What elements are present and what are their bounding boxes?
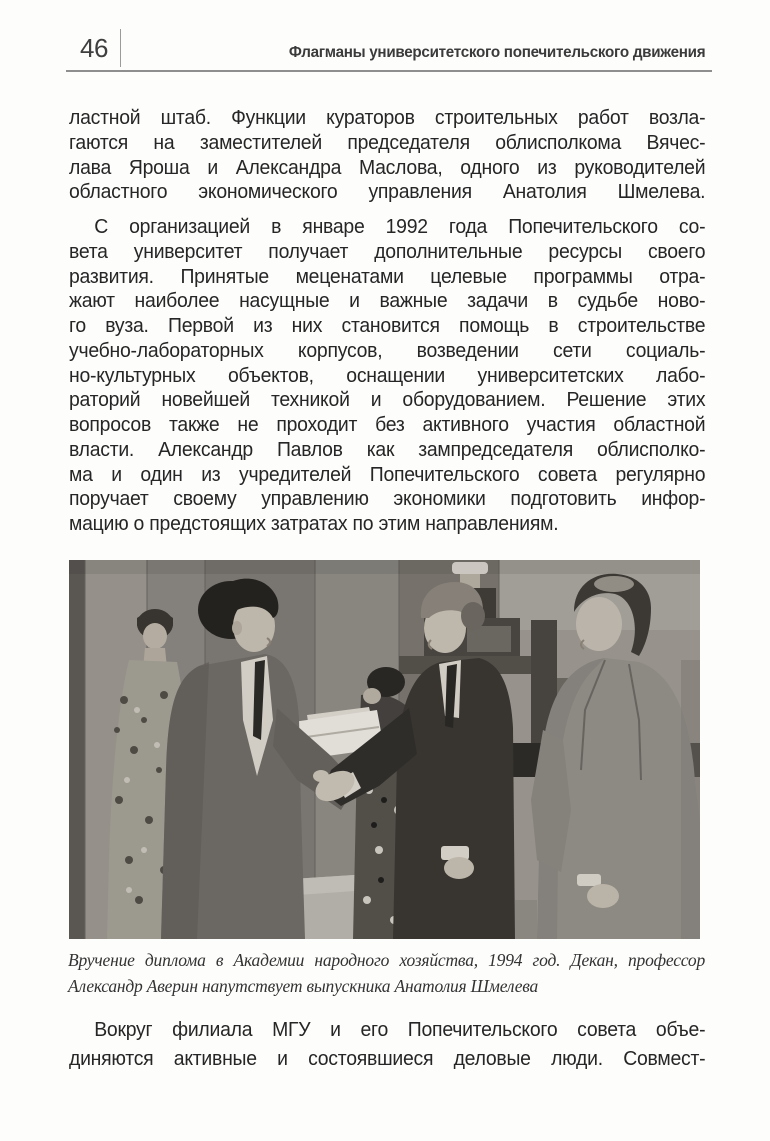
text-line: вета университет получает дополнительные ресурсы своего [69,240,706,263]
running-header: Флагманы университетского попечительского движения [288,44,705,61]
paragraph [69,1016,705,1074]
text-line: жают наиболее насущные и важные задачи в судьбе ново- [69,290,706,313]
text-line: мацию о предстоящих затратах по этим направлениям. [69,513,559,535]
header-divider [120,29,121,67]
text-line: вопросов также не проходит без активного участия областной [69,414,706,436]
ceremony-photo [69,560,700,939]
text-line: С организацией в январе 1992 года Попечительского со- [94,216,706,238]
ceremony-photo-art [69,560,700,939]
header-rule [66,70,712,72]
text-line: гаются на заместителей председателя облисполкома Вячес- [69,131,706,154]
text-line: учебно-лабораторных корпусов, возведении сети социаль- [69,339,706,362]
text-line: областного экономического управления Анатолия Шмелева. [69,181,706,204]
page-number: 46 [80,33,108,63]
text-line: власти. Александр Павлов как зампредседателя облисполко- [69,438,706,461]
text-line: но-культурных объектов, оснащении университетских лабо- [69,364,706,387]
text-line: го вуза. Первой из них становится помощь в строительстве [69,315,706,337]
paragraph [69,106,705,205]
text-line: развития. Принятые меценатами целевые программы отра- [69,265,706,288]
text-line: лава Яроша и Александра Маслова, одного из руководителей [69,156,706,179]
text-line: ластной штаб. Функции кураторов строительных работ возла- [69,107,706,129]
photo-caption [68,947,705,999]
text-line: раторий новейшей техникой и оборудованием. Решение этих [69,389,706,412]
text-line: Вручение диплома в Академии народного хозяйства, 1994 год. Декан, профессор [68,950,705,970]
text-line: Александр Аверин напутствует выпускника Анатолия Шмелева [68,976,539,996]
text-line: диняются активные и состоявшиеся деловые люди. Совмест- [69,1048,706,1070]
text-line: Вокруг филиала МГУ и его Попечительского совета объе- [94,1019,706,1041]
paragraph [69,215,705,537]
text-line: ма и один из учредителей Попечительского совета регулярно [69,463,706,486]
text-line: поручает своему управлению экономики подготовить инфор- [69,488,706,511]
photo-vignette [69,560,700,939]
